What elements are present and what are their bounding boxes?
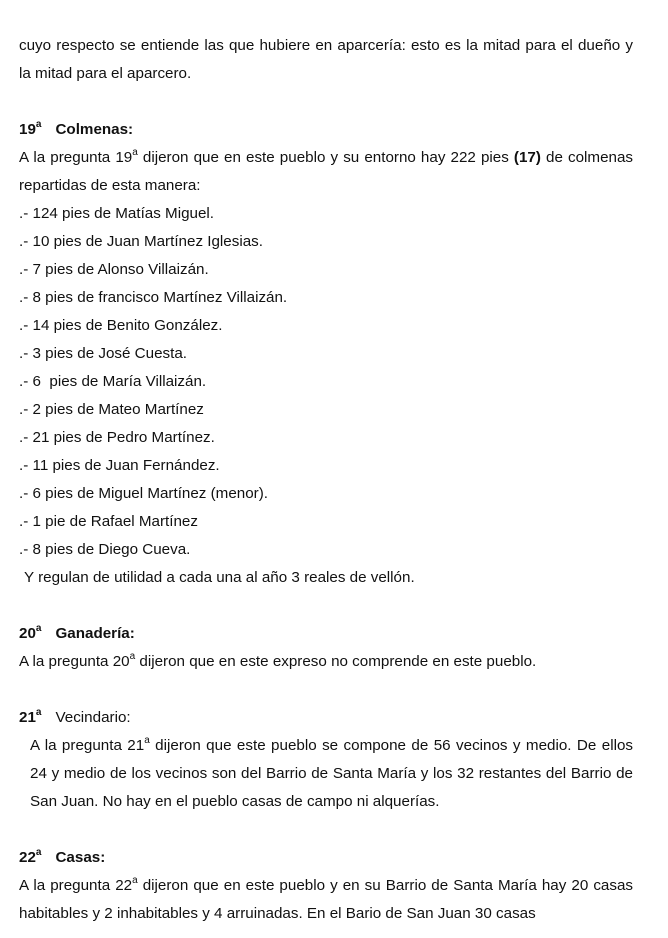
list-item: .- 6 pies de Miguel Martínez (menor).: [19, 485, 268, 502]
intro-paragraph: cuyo respecto se entiende las que hubiere en aparcería: esto es la mitad para el dueño y la mitad para el aparcero.: [19, 37, 633, 82]
section-22-heading: [19, 844, 633, 872]
list-item: .- 3 pies de José Cuesta.: [19, 345, 187, 362]
list-item: .- 21 pies de Pedro Martínez.: [19, 429, 215, 446]
list-item: .- 1 pie de Rafael Martínez: [19, 513, 198, 530]
section-22-paragraph: A la pregunta 22$^a$ dijeron que en este pueblo y en su Barrio de Santa María hay 20 casas habitables y 2 inhabitables y 4 arruinadas. En el Bario de San Juan 30 casas: [19, 874, 633, 922]
list-item: .- 8 pies de francisco Martínez Villaizán.: [19, 289, 288, 306]
section-20-number: 20$^a$: [19, 622, 42, 642]
section-19-title: Colmenas:: [55, 121, 134, 138]
spacer: [19, 676, 633, 704]
colmenas-list: [19, 200, 633, 564]
list-item: .- 7 pies de Alonso Villaizán.: [19, 261, 209, 278]
section-19-closing: Y regulan de utilidad a cada una al año 3 reales de vellón.: [24, 569, 415, 586]
section-20-heading: [19, 620, 633, 648]
section-20-paragraph: A la pregunta 20$^a$ dijeron que en este expreso no comprende en este pueblo.: [19, 650, 537, 670]
section-19-paragraph: A la pregunta 19$^a$ dijeron que en este pueblo y su entorno hay 222 pies (17) de colmenas repartidas de esta manera:: [19, 146, 633, 194]
list-item: .- 11 pies de Juan Fernández.: [19, 457, 220, 474]
spacer: [19, 816, 633, 844]
section-21-heading: [19, 704, 633, 732]
section-21-number: 21$^a$: [19, 706, 42, 726]
list-item: .- 10 pies de Juan Martínez Iglesias.: [19, 233, 263, 250]
spacer: [19, 88, 633, 116]
list-item: .- 6 pies de María Villaizán.: [19, 373, 207, 390]
section-21-title: Vecindario:: [55, 709, 131, 726]
section-19-number: 19$^a$: [19, 118, 42, 138]
list-item: .- 8 pies de Diego Cueva.: [19, 541, 191, 558]
section-19-heading: [19, 116, 633, 144]
document-page: [19, 32, 633, 928]
footnote-reference: (17): [513, 149, 541, 166]
list-item: .- 2 pies de Mateo Martínez: [19, 401, 204, 418]
section-20-title: Ganadería:: [55, 625, 135, 642]
section-21-paragraph: A la pregunta 21$^a$ dijeron que este pueblo se compone de 56 vecinos y medio. De ellos 24 y medio de los vecinos son del Barrio de Santa María y los 32 restantes del Barrio de San Juan. No hay en el pueblo casas de campo ni alquerías.: [30, 734, 633, 810]
spacer: [19, 592, 633, 620]
section-22-number: 22$^a$: [19, 846, 42, 866]
list-item: .- 124 pies de Matías Miguel.: [19, 205, 215, 222]
section-22-title: Casas:: [55, 849, 106, 866]
list-item: .- 14 pies de Benito González.: [19, 317, 223, 334]
